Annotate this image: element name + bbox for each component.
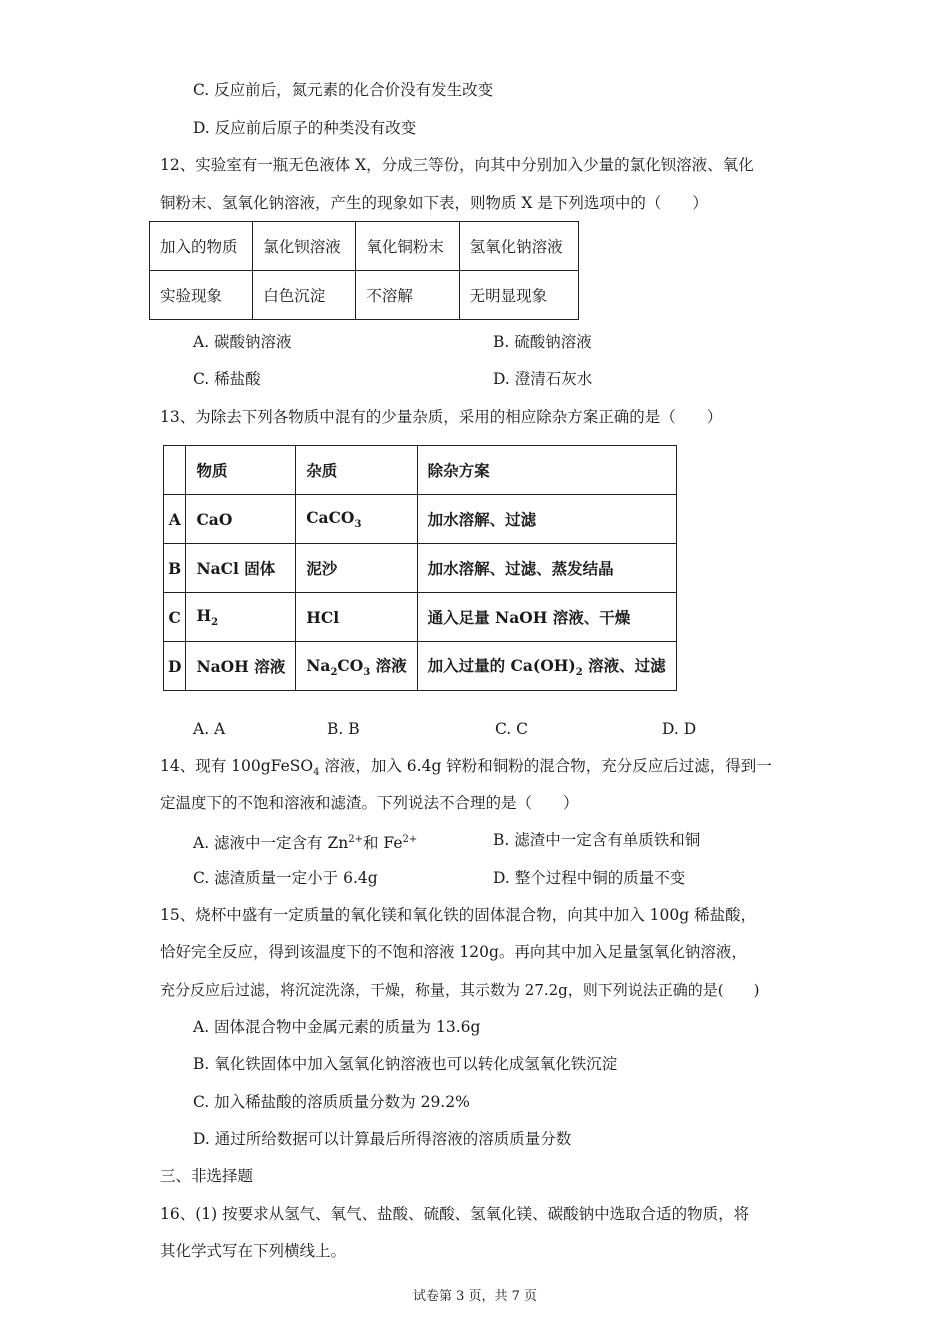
q15-option-a: A. 固体混合物中金属元素的质量为 13.6g (193, 1018, 481, 1036)
table-cell: B (164, 544, 186, 593)
table-row (164, 495, 677, 544)
table-cell: 加水溶解、过滤 (417, 495, 676, 544)
subscript: 2 (575, 667, 583, 679)
table-cell: 加水溶解、过滤、蒸发结晶 (417, 544, 676, 593)
q12-stem-line1: 12、实验室有一瓶无色液体 X，分成三等份，向其中分别加入少量的氯化钡溶液、氧化 (160, 156, 754, 174)
table-cell: 实验现象 (150, 271, 253, 320)
subscript: 4 (313, 767, 320, 779)
q14-option-c: C. 滤渣质量一定小于 6.4g (193, 869, 378, 887)
q14-stem-line1 (160, 756, 772, 783)
table-row (150, 271, 579, 320)
q13-stem: 13、为除去下列各物质中混有的少量杂质，采用的相应除杂方案正确的是（ ） (160, 408, 723, 426)
table-row (164, 642, 677, 691)
formula-text: 溶液、过滤 (582, 655, 666, 675)
formula-text: 溶液 (370, 655, 407, 675)
subscript: 3 (354, 519, 362, 531)
table-cell: 通入足量 NaOH 溶液、干燥 (417, 593, 676, 642)
text-span: 和 Fe (362, 834, 403, 853)
table-cell: 泥沙 (296, 544, 417, 593)
table-cell: 不溶解 (356, 271, 459, 320)
table-cell: 加入的物质 (150, 222, 253, 271)
q12-stem-line2: 铜粉末、氢氧化钠溶液，产生的现象如下表，则物质 X 是下列选项中的（ ） (160, 194, 708, 212)
table-cell: HCl (296, 593, 417, 642)
table-row (164, 544, 677, 593)
text-span: 溶液，加入 6.4g 锌粉和铜粉的混合物，充分反应后过滤，得到一 (319, 757, 772, 775)
table-row (164, 593, 677, 642)
q12-option-d: D. 澄清石灰水 (493, 370, 593, 388)
table-cell (296, 642, 417, 691)
table-cell (186, 593, 296, 642)
table-cell (296, 495, 417, 544)
q13-table (163, 445, 677, 691)
subscript: 2 (330, 667, 338, 679)
q14-option-d: D. 整个过程中铜的质量不变 (493, 869, 686, 887)
table-cell: 物质 (186, 446, 296, 495)
section-title: 三、非选择题 (160, 1167, 254, 1185)
q13-option-d: D. D (662, 720, 697, 738)
table-cell: A (164, 495, 186, 544)
subscript: 3 (363, 667, 371, 679)
q14-option-a (193, 830, 417, 853)
q14-option-b: B. 滤渣中一定含有单质铁和铜 (493, 831, 701, 849)
q14-stem-line2: 定温度下的不饱和溶液和滤渣。下列说法不合理的是（ ） (160, 794, 579, 812)
table-cell: CaO (186, 495, 296, 544)
table-cell: 氧化铜粉末 (356, 222, 459, 271)
formula-text: Na (306, 655, 331, 675)
superscript: 2+ (402, 834, 418, 845)
formula-text: 加入过量的 Ca(OH) (427, 655, 576, 675)
q15-stem-line2: 恰好完全反应，得到该温度下的不饱和溶液 120g。再向其中加入足量氢氧化钠溶液， (160, 943, 747, 961)
formula-text: CaCO (306, 507, 355, 527)
table-cell: 除杂方案 (417, 446, 676, 495)
formula-text: H (196, 605, 212, 625)
q12-option-b: B. 硫酸钠溶液 (493, 333, 592, 351)
q16-stem-line2: 其化学式写在下列横线上。 (160, 1242, 347, 1260)
table-row (164, 446, 677, 495)
q12-table (149, 221, 579, 320)
table-cell (164, 446, 186, 495)
q13-option-a: A. A (193, 720, 226, 738)
q11-option-d: D. 反应前后原子的种类没有改变 (193, 119, 417, 137)
q15-stem-line1: 15、烧杯中盛有一定质量的氧化镁和氧化铁的固体混合物，向其中加入 100g 稀盐酸， (160, 906, 757, 924)
subscript: 2 (211, 617, 219, 629)
table-cell: C (164, 593, 186, 642)
superscript: 2+ (348, 834, 363, 845)
table-cell: NaCl 固体 (186, 544, 296, 593)
q15-stem-line3: 充分反应后过滤，将沉淀洗涤，干燥，称量，其示数为 27.2g，则下列说法正确的是( ) (160, 981, 760, 999)
table-cell: NaOH 溶液 (186, 642, 296, 691)
q12-option-c: C. 稀盐酸 (193, 370, 261, 388)
q11-option-c: C. 反应前后，氮元素的化合价没有发生改变 (193, 81, 494, 99)
q15-option-b: B. 氧化铁固体中加入氢氧化钠溶液也可以转化成氢氧化铁沉淀 (193, 1055, 618, 1073)
q12-option-a: A. 碳酸钠溶液 (193, 333, 292, 351)
q15-option-d: D. 通过所给数据可以计算最后所得溶液的溶质质量分数 (193, 1130, 572, 1148)
table-cell: 氢氧化钠溶液 (459, 222, 578, 271)
table-cell: D (164, 642, 186, 691)
table-cell: 白色沉淀 (253, 271, 356, 320)
table-cell: 氯化钡溶液 (253, 222, 356, 271)
q16-stem-line1: 16、(1) 按要求从氢气、氧气、盐酸、硫酸、氢氧化镁、碳酸钠中选取合适的物质，将 (160, 1205, 750, 1223)
formula-text: CO (337, 655, 364, 675)
q13-option-c: C. C (495, 720, 529, 738)
table-row (150, 222, 579, 271)
text-span: A. 滤液中一定含有 Zn (193, 834, 349, 853)
q13-option-b: B. B (327, 720, 360, 738)
table-cell: 杂质 (296, 446, 417, 495)
page-footer: 试卷第 3 页，共 7 页 (412, 1289, 538, 1304)
table-cell: 无明显现象 (459, 271, 578, 320)
table-cell (417, 642, 676, 691)
text-span: 14、现有 100gFeSO (160, 757, 314, 775)
q15-option-c: C. 加入稀盐酸的溶质质量分数为 29.2% (193, 1093, 470, 1111)
